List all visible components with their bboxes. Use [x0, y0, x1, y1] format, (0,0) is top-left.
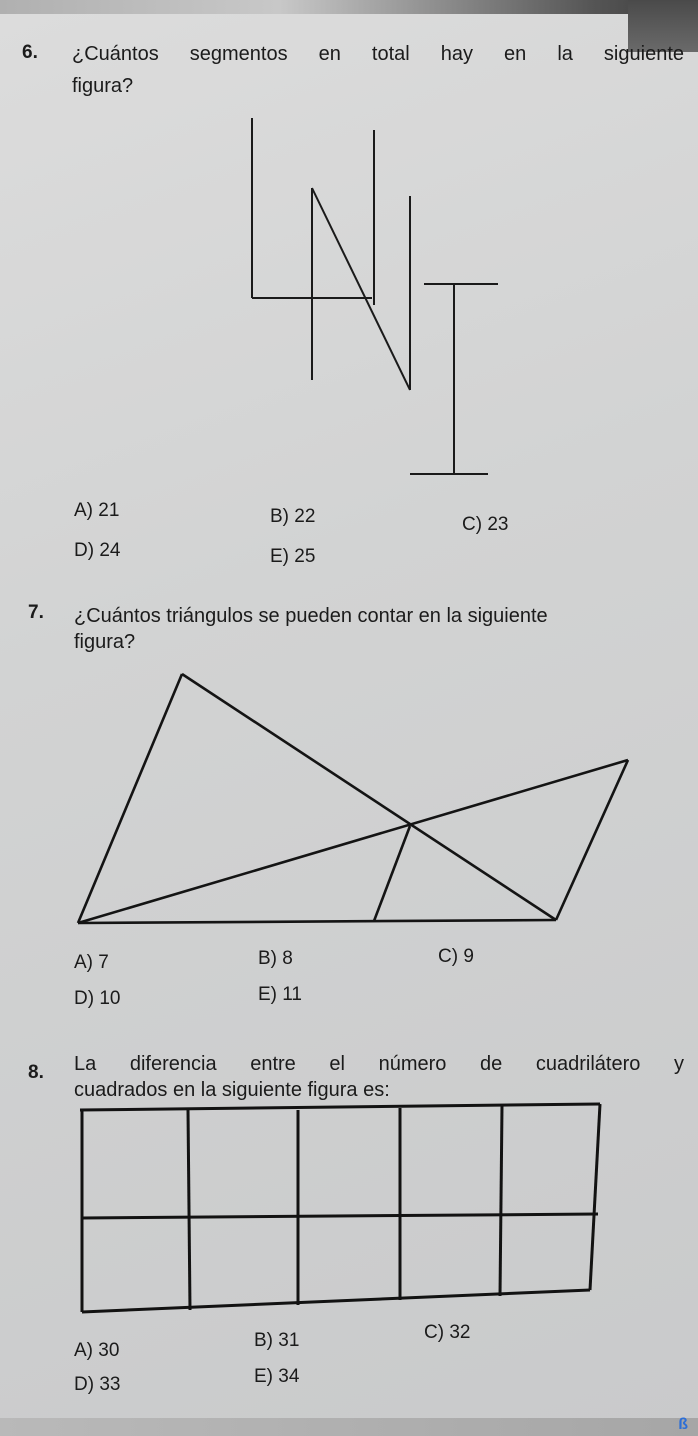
q7-option-c[interactable]: C) 9: [438, 946, 474, 967]
q8-option-e[interactable]: E) 34: [254, 1366, 300, 1387]
q8-option-c[interactable]: C) 32: [424, 1322, 471, 1343]
bottom-taskbar: [0, 1418, 698, 1436]
fig8-bottom: [82, 1290, 590, 1312]
figure-q8-grid: [80, 1104, 600, 1312]
q6-option-c[interactable]: C) 23: [462, 514, 509, 535]
fig8-v2: [188, 1110, 190, 1310]
q6-option-a[interactable]: A) 21: [74, 500, 120, 521]
figure-q6-segments: [252, 118, 498, 474]
question-7-text-line2: figura?: [74, 631, 136, 653]
app-logo-icon[interactable]: ß: [678, 1416, 688, 1433]
q7-option-e[interactable]: E) 11: [258, 984, 303, 1005]
fig8-v5: [500, 1106, 502, 1296]
question-8-number: 8.: [28, 1062, 44, 1083]
fig7-inner-segment: [374, 826, 410, 921]
fig7-right-edge: [556, 760, 628, 920]
fig8-top: [80, 1104, 600, 1110]
q7-option-d[interactable]: D) 10: [74, 988, 121, 1009]
q6-option-d[interactable]: D) 24: [74, 540, 121, 561]
q7-option-b[interactable]: B) 8: [258, 948, 293, 969]
q6-option-b[interactable]: B) 22: [270, 506, 316, 527]
fig7-left-edge: [78, 674, 182, 923]
q7-option-a[interactable]: A) 7: [74, 952, 109, 973]
fig8-v6: [590, 1104, 600, 1290]
figure-q7-triangles: [78, 674, 628, 923]
fig6-diagonal: [312, 188, 410, 390]
question-8-text-line2: cuadrados en la siguiente figura es:: [74, 1079, 390, 1101]
q8-option-d[interactable]: D) 33: [74, 1374, 121, 1395]
fig7-cross-line: [78, 760, 628, 923]
question-6-number: 6.: [22, 42, 38, 63]
question-6-text-line1: ¿Cuántos segmentos en total hay en la siguiente: [72, 43, 684, 65]
question-7-number: 7.: [28, 602, 44, 623]
question-8-text-line1: La diferencia entre el número de cuadrilátero y: [74, 1053, 684, 1075]
q6-option-e[interactable]: E) 25: [270, 546, 316, 567]
q8-option-b[interactable]: B) 31: [254, 1330, 300, 1351]
fig7-bottom-edge: [78, 920, 556, 923]
fig8-middle: [82, 1214, 598, 1218]
question-6-text-line2: figura?: [72, 75, 134, 97]
question-7-text-line1: ¿Cuántos triángulos se pueden contar en la siguiente: [74, 605, 548, 627]
q8-option-a[interactable]: A) 30: [74, 1340, 120, 1361]
